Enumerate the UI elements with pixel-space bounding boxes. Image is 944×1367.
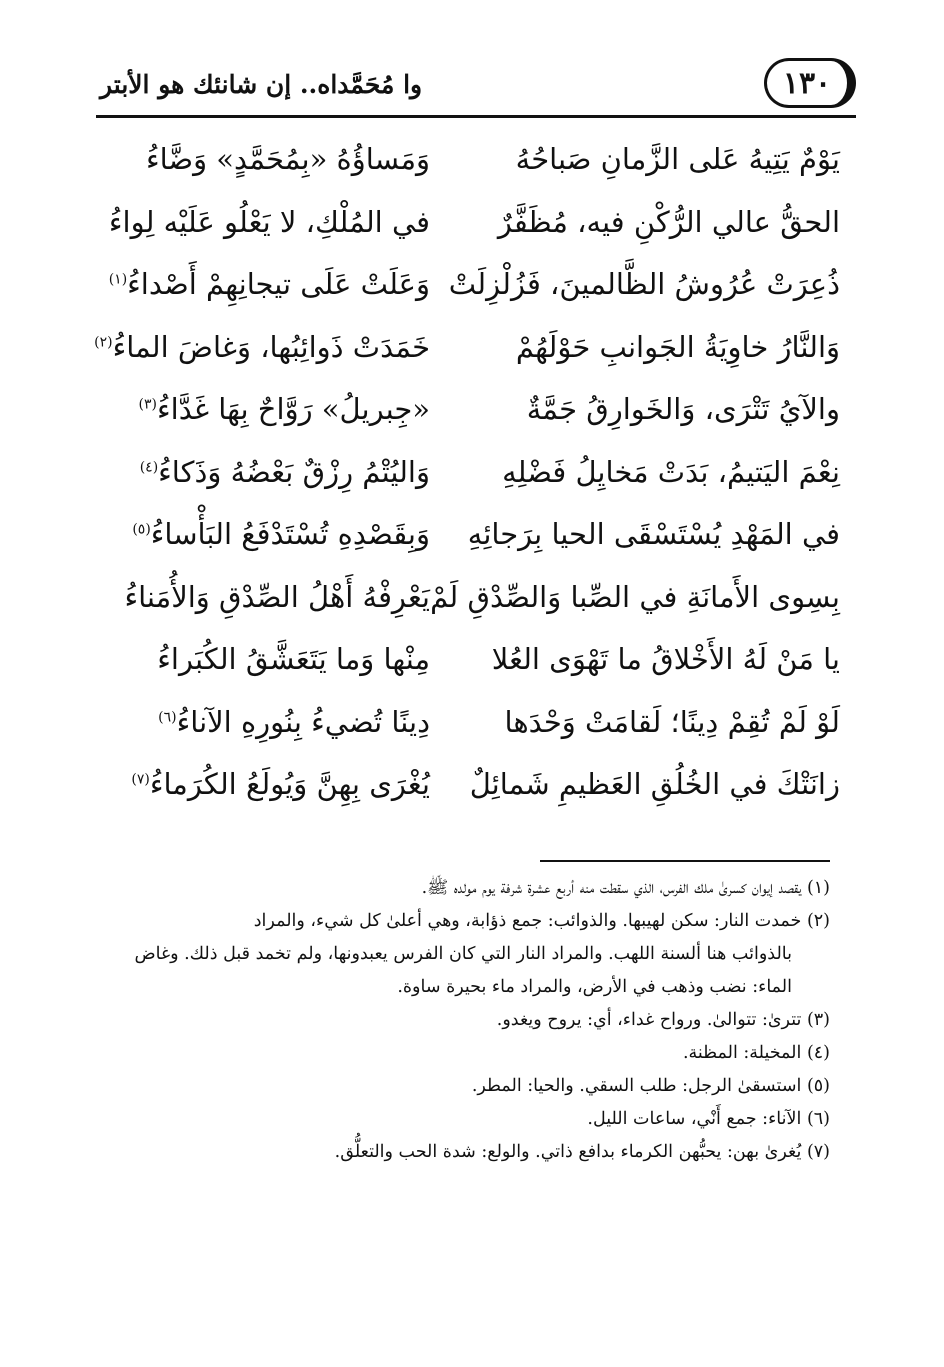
verse-second-hemistich: [100, 142, 430, 176]
hemistich-text: وَمَساؤُهُ «بِمُحَمَّدٍ» وَضَّاءُ: [145, 142, 430, 177]
footnote-number: (٤): [806, 1043, 830, 1063]
footnote: [110, 1004, 830, 1037]
footnote-number: (٣): [806, 1010, 830, 1030]
footnote: [110, 1103, 830, 1136]
verse-first-hemistich: في المَهْدِ يُسْتَسْقَى الحيا بِرَجائِهِ: [467, 517, 840, 552]
poem: [94, 128, 840, 816]
verse-first-hemistich: بِسِوى الأَمانَةِ في الصِّبا وَالصِّدْقِ لَمْ: [430, 579, 840, 614]
footnote-text: تترىٰ: تتوالىٰ. ورواح غداء، أي: يروح ويغدو.: [496, 1010, 802, 1030]
footnote-number: (٧): [806, 1142, 830, 1162]
verse-first-hemistich: وَالنَّارُ خاوِيَةُ الجَوانبِ حَوْلَهُمْ: [515, 329, 840, 364]
verse-second-hemistich: [100, 767, 430, 801]
running-title: وا مُحَمَّداه.. إن شانئك هو الأبتر: [100, 70, 423, 99]
footnote-text: المخيلة: المظنة.: [682, 1043, 802, 1063]
hemistich-text: يَعْرِفْهُ أَهْلُ الصِّدْقِ وَالأُمَناءُ: [124, 579, 430, 614]
verse-second-hemistich: [100, 267, 430, 301]
footnote-text: استسقىٰ الرجل: طلب السقي. والحيا: المطر.: [471, 1076, 802, 1096]
footnote-number: (١): [806, 878, 830, 898]
verse-first-hemistich: يا مَنْ لَهُ الأَخْلاقُ ما تَهْوَى العُلا: [491, 642, 840, 677]
footnote-text: يقصد إيوان كسرىٰ ملك الفرس، الذي سقطت منه أربع عشرة شرفة يوم مولده ﷺ.: [421, 878, 802, 898]
page-number: ١٣٠: [782, 65, 832, 101]
verse-second-hemistich: [100, 580, 430, 614]
verse-first-hemistich: يَوْمٌ يَتِيهُ عَلى الزَّمانِ صَباحُهُ: [515, 142, 840, 177]
footnote-marker: (٤): [139, 459, 159, 476]
hemistich-text: يُغْرَى بِهِنَّ وَيُولَعُ الكُرَماءُ: [149, 767, 430, 802]
footnote-marker: (٧): [131, 771, 150, 788]
poem-verse: [100, 503, 840, 566]
hemistich-text: في المُلْكِ، لا يَعْلُو عَلَيْه لِواءُ: [108, 204, 430, 239]
hemistich-text: مِنْها وَما يَتَعَشَّقُ الكُبَراءُ: [157, 642, 430, 677]
footnote-marker: (٥): [132, 521, 151, 538]
footnote: [110, 872, 830, 905]
footnote: [110, 1136, 830, 1169]
footnote-number: (٥): [806, 1076, 830, 1096]
poem-verse: [100, 253, 840, 316]
footnotes: [110, 872, 830, 1169]
footnote-text: الآناء: جمع أَنْي، ساعات الليل.: [587, 1109, 802, 1129]
verse-first-hemistich: ذُعِرَتْ عُرُوشُ الظَّالمينَ، فَزُلْزِلَتْ: [448, 267, 840, 302]
footnote: [110, 1070, 830, 1103]
verse-second-hemistich: [94, 329, 430, 364]
hemistich-text: وَاليُتْمُ رِزْقٌ بَعْضُهُ وَذَكاءُ: [158, 454, 430, 489]
poem-verse: [100, 566, 840, 629]
footnote-marker: (١): [108, 271, 128, 288]
verse-second-hemistich: [100, 642, 430, 676]
header-rule: [96, 115, 856, 118]
hemistich-text: وَبِقَصْدِهِ تُسْتَدْفَعُ البَأْساءُ: [150, 517, 430, 552]
footnote-continuation: بالذوائب هنا ألسنة اللهب. والمراد النار التي كان الفرس يعبدونها، ولم تخمد قبل ذلك. وغاض الماء: نضب وذهب في الأرض، والمراد ماء بحيرة ساوة.: [134, 944, 792, 997]
footnotes-rule: [540, 860, 830, 862]
footnote-marker: (٢): [94, 334, 113, 351]
verse-second-hemistich: [100, 455, 430, 489]
poem-verse: [100, 628, 840, 691]
hemistich-text: دِينًا تُضيءُ بِنُورِهِ الآناءُ: [176, 704, 430, 739]
page-number-badge: [764, 58, 856, 108]
page-header: [96, 58, 856, 120]
poem-verse: [100, 378, 840, 441]
poem-verse: [100, 441, 840, 504]
verse-second-hemistich: [100, 517, 430, 551]
footnote-marker: (٦): [158, 709, 177, 726]
footnote: [110, 1037, 830, 1070]
footnote-text: خمدت النار: سكن لهيبها. والذوائب: جمع ذؤابة، وهي أعلىٰ كل شيء، والمراد: [253, 911, 802, 931]
poem-verse: [100, 753, 840, 816]
poem-verse: [100, 691, 840, 754]
verse-first-hemistich: والآيُ تَتْرَى، وَالخَوارِقُ جَمَّةٌ: [526, 392, 840, 427]
footnote-text: يُغرىٰ بهن: يحبُّهن الكرماء بدافع ذاتي. والولع: شدة الحب والتعلُّق.: [334, 1142, 802, 1162]
poem-verse: [94, 316, 840, 379]
verse-first-hemistich: زانَتْكَ في الخُلُقِ العَظيمِ شَمائِلٌ: [469, 767, 840, 802]
poem-verse: [100, 128, 840, 191]
footnote-number: (٢): [806, 911, 830, 931]
poem-verse: [100, 191, 840, 254]
hemistich-text: خَمَدَتْ ذَوائِبُها، وَغاضَ الماءُ: [112, 329, 430, 364]
verse-first-hemistich: نِعْمَ اليَتيمُ، بَدَتْ مَخايِلُ فَضْلِهِ: [502, 454, 840, 489]
verse-second-hemistich: [100, 392, 430, 426]
footnote-marker: (٣): [138, 396, 157, 413]
verse-second-hemistich: [100, 705, 430, 739]
verse-second-hemistich: [100, 205, 430, 239]
verse-first-hemistich: الحقُّ عالي الرُّكْنِ فيه، مُظَفَّرٌ: [497, 204, 840, 239]
footnote-number: (٦): [806, 1109, 830, 1129]
hemistich-text: «جِبريلُ» رَوَّاحٌ بِهَا غَدَّاءُ: [157, 392, 430, 427]
verse-first-hemistich: لَوْ لَمْ تُقِمْ دِينًا؛ لَقامَتْ وَحْدَها: [504, 704, 840, 739]
hemistich-text: وَعَلَتْ عَلَى تيجانِهِمْ أَصْداءُ: [127, 267, 430, 302]
footnote: [110, 905, 830, 1004]
